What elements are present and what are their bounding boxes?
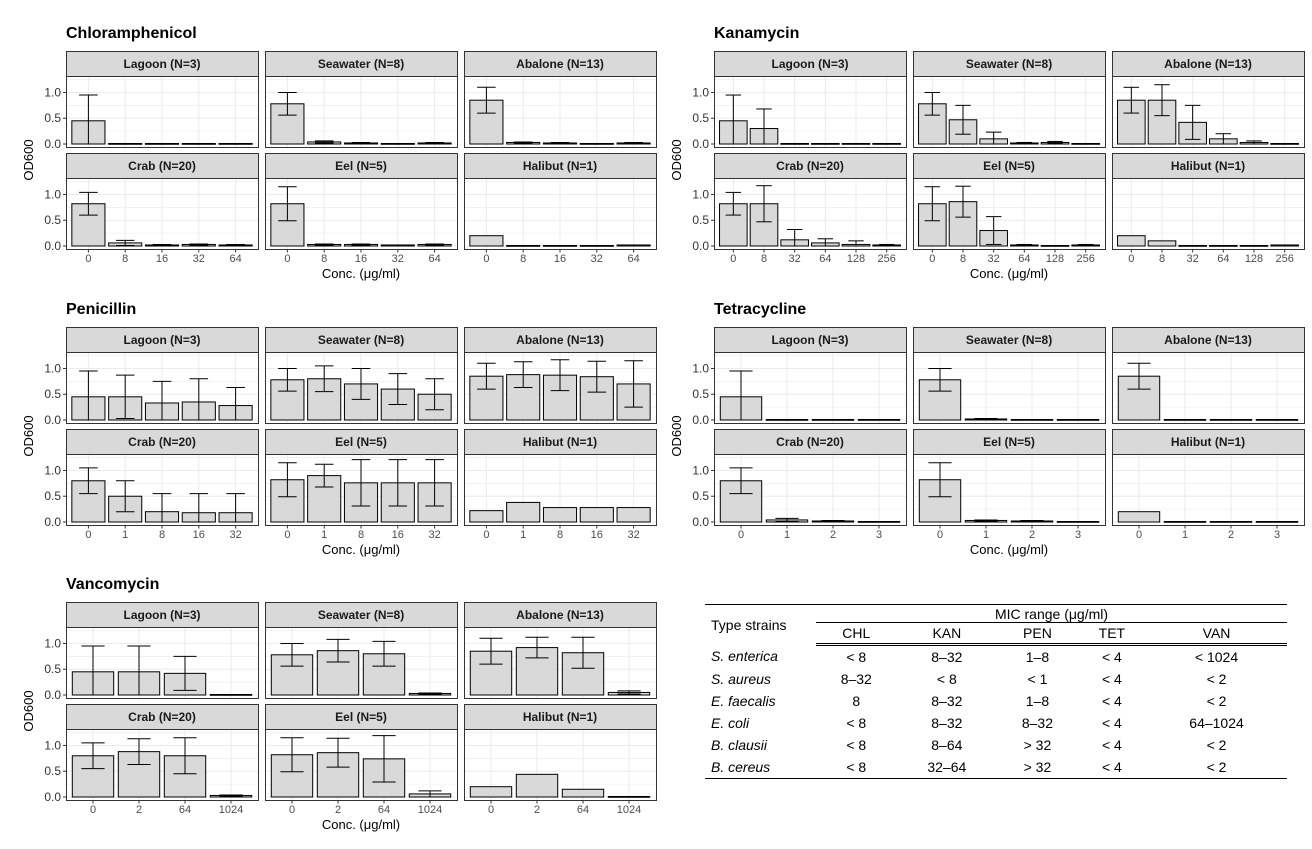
x-axis-label: Conc. (μg/ml) — [321, 266, 401, 281]
y-axis-label: OD600 — [669, 415, 684, 457]
bar — [858, 521, 899, 522]
facet-label: Eel (N=5) — [983, 435, 1035, 449]
strain-name: S. aureus — [711, 671, 771, 687]
x-tick-label: 256 — [877, 253, 896, 265]
facet-panel — [1113, 328, 1305, 424]
facet-label: Eel (N=5) — [983, 159, 1035, 173]
bar — [1210, 419, 1251, 420]
facet-panel — [266, 603, 458, 699]
bar — [1164, 521, 1205, 522]
bar — [470, 787, 511, 797]
facet-label: Crab (N=20) — [128, 710, 196, 724]
bar — [1057, 521, 1098, 522]
x-tick-label: 1024 — [616, 804, 642, 816]
x-tick-label: 32 — [391, 253, 404, 265]
x-tick-label: 64 — [1217, 253, 1230, 265]
facet-panel — [1113, 52, 1305, 148]
bar — [1057, 419, 1098, 420]
mic-value: < 4 — [1101, 715, 1122, 731]
x-tick-label: 16 — [155, 253, 169, 265]
x-tick-label: 2 — [533, 804, 541, 816]
facet-label: Seawater (N=8) — [965, 333, 1053, 347]
bar — [507, 502, 540, 522]
facet-panel — [44, 430, 258, 542]
strain-name: E. coli — [711, 715, 750, 731]
x-tick-label: 16 — [590, 529, 603, 541]
x-axis-label: Conc. (μg/ml) — [321, 817, 401, 832]
x-tick-label: 16 — [192, 529, 205, 541]
mic-value: 1–8 — [1025, 649, 1050, 665]
x-tick-label: 2 — [334, 804, 342, 816]
y-tick-label: 0.0 — [692, 515, 709, 529]
x-tick-label: 32 — [1186, 253, 1199, 265]
bar — [617, 245, 650, 246]
bar — [219, 143, 252, 144]
y-tick-label: 0.0 — [44, 239, 61, 253]
y-tick-label: 0.0 — [44, 137, 61, 151]
bar — [470, 236, 503, 246]
x-tick-label: 0 — [483, 253, 490, 265]
bar — [1210, 245, 1238, 246]
y-tick-label: 0.5 — [692, 213, 709, 228]
x-tick-label: 64 — [229, 253, 242, 265]
x-tick-label: 0 — [288, 804, 296, 816]
x-tick-label: 16 — [354, 253, 368, 265]
y-tick-label: 1.0 — [44, 187, 61, 202]
chart-title: Kanamycin — [714, 25, 800, 42]
x-tick-label: 0 — [85, 253, 92, 265]
facet-label: Abalone (N=13) — [1164, 333, 1252, 347]
mic-value: 8–32 — [840, 671, 872, 687]
x-tick-label: 0 — [85, 529, 92, 541]
facet-label: Eel (N=5) — [335, 710, 387, 724]
facet-panel — [266, 52, 458, 148]
x-tick-label: 16 — [391, 529, 404, 541]
bar — [109, 143, 142, 144]
strain-name: B. clausii — [711, 737, 768, 753]
facet-label: Halibut (N=1) — [1170, 435, 1246, 449]
facet-panel — [465, 603, 657, 699]
y-tick-label: 1.0 — [692, 187, 709, 202]
x-tick-label: 1024 — [218, 804, 244, 816]
x-tick-label: 3 — [1273, 529, 1281, 541]
bar — [1179, 245, 1207, 246]
facet-panel — [1113, 154, 1305, 266]
chart-vancomycin — [21, 576, 657, 832]
facet-label: Lagoon (N=3) — [123, 57, 201, 71]
bar — [1271, 143, 1299, 144]
bar — [812, 419, 853, 420]
y-tick-label: 0.5 — [44, 662, 61, 677]
mic-value: < 2 — [1206, 737, 1227, 753]
y-tick-label: 0.5 — [44, 764, 61, 779]
bar — [1271, 245, 1299, 246]
mic-value: < 8 — [846, 737, 867, 753]
chart-title: Vancomycin — [66, 576, 160, 593]
chart-kanamycin — [669, 25, 1305, 281]
table-body — [705, 645, 1287, 779]
x-tick-label: 64 — [178, 804, 192, 816]
x-tick-label: 0 — [284, 253, 291, 265]
x-tick-label: 8 — [321, 253, 328, 265]
bar — [1256, 419, 1297, 420]
facet-label: Lagoon (N=3) — [123, 333, 201, 347]
x-tick-label: 1 — [1181, 529, 1189, 541]
facet-panel — [465, 705, 657, 817]
x-tick-label: 16 — [553, 253, 567, 265]
x-tick-label: 64 — [1018, 253, 1031, 265]
x-tick-label: 0 — [730, 253, 737, 265]
bar — [381, 245, 414, 246]
x-tick-label: 32 — [627, 529, 640, 541]
x-tick-label: 8 — [520, 253, 527, 265]
facet-panel — [914, 430, 1106, 542]
x-tick-label: 2 — [829, 529, 837, 541]
y-tick-label: 1.0 — [44, 85, 61, 100]
bar — [1041, 245, 1069, 246]
x-tick-label: 1 — [122, 529, 129, 541]
y-tick-label: 0.5 — [44, 213, 61, 228]
y-tick-label: 0.5 — [692, 489, 709, 504]
facet-label: Eel (N=5) — [335, 159, 387, 173]
mic-value: > 32 — [1023, 737, 1052, 753]
bar — [580, 245, 613, 246]
x-tick-label: 32 — [590, 253, 603, 265]
mic-value: 8–32 — [1021, 715, 1054, 731]
table-row — [705, 734, 1287, 756]
facet-label: Crab (N=20) — [128, 435, 196, 449]
facet-panel — [914, 52, 1106, 148]
bar — [580, 508, 613, 522]
mic-value: < 2 — [1206, 693, 1227, 709]
facet-panel — [692, 430, 906, 542]
chart-chloramphenicol — [21, 25, 657, 281]
y-tick-label: 1.0 — [44, 738, 61, 753]
x-tick-label: 256 — [1275, 253, 1294, 265]
x-tick-label: 0 — [929, 253, 936, 265]
x-tick-label: 0 — [936, 529, 944, 541]
mic-value: 32–64 — [897, 756, 998, 779]
mic-value: 8 — [852, 693, 861, 709]
table-row — [705, 690, 1287, 712]
mic-value: 8–32 — [931, 649, 963, 665]
x-tick-label: 64 — [576, 804, 590, 816]
facet-label: Seawater (N=8) — [965, 57, 1053, 71]
chart-title: Tetracycline — [714, 301, 807, 318]
facet-panel — [44, 52, 258, 152]
x-tick-label: 64 — [627, 253, 640, 265]
facet-label: Halibut (N=1) — [1170, 159, 1246, 173]
mic-value: 64–1024 — [1189, 715, 1244, 731]
x-tick-label: 0 — [89, 804, 97, 816]
x-tick-label: 0 — [284, 529, 291, 541]
mic-range-table — [705, 604, 1287, 779]
y-axis-label: OD600 — [21, 415, 36, 457]
y-axis-label: OD600 — [669, 139, 684, 181]
facet-panel — [1113, 430, 1305, 542]
x-tick-label: 2 — [1028, 529, 1036, 541]
facet-panel — [266, 430, 458, 542]
strain-name: S. enterica — [711, 648, 778, 665]
facet-label: Halibut (N=1) — [522, 710, 598, 724]
x-tick-label: 1 — [321, 529, 328, 541]
bar — [608, 796, 649, 797]
bar — [516, 774, 557, 797]
bar — [781, 143, 809, 144]
x-tick-label: 8 — [959, 253, 967, 265]
mic-value: < 1024 — [1194, 649, 1239, 665]
x-tick-label: 8 — [1158, 253, 1166, 265]
x-tick-label: 128 — [1045, 253, 1065, 265]
x-tick-label: 32 — [788, 253, 801, 265]
x-tick-label: 1024 — [417, 804, 443, 816]
x-tick-label: 0 — [1135, 529, 1143, 541]
table-row-header: Type strains — [705, 605, 816, 645]
table-col-header: PEN — [997, 623, 1078, 645]
y-tick-label: 1.0 — [44, 636, 61, 651]
facet-label: Eel (N=5) — [335, 435, 387, 449]
bar — [1118, 512, 1159, 522]
x-tick-label: 8 — [122, 253, 129, 265]
facet-panel — [266, 705, 458, 817]
mic-value: 8–32 — [931, 693, 963, 709]
facet-panel — [465, 430, 657, 542]
table-col-header: KAN — [897, 623, 998, 645]
x-tick-label: 2 — [135, 804, 143, 816]
facet-label: Crab (N=20) — [128, 159, 196, 173]
y-tick-label: 0.0 — [44, 515, 61, 529]
mic-value: < 4 — [1101, 671, 1122, 687]
bar — [470, 511, 503, 522]
strain-name: B. cereus — [705, 756, 816, 779]
x-tick-label: 8 — [158, 529, 166, 541]
facet-panel — [692, 52, 906, 152]
y-axis-label: OD600 — [21, 690, 36, 732]
table-col-header: VAN — [1146, 623, 1287, 645]
bar — [842, 143, 870, 144]
x-tick-label: 1 — [520, 529, 527, 541]
bar — [1072, 143, 1100, 144]
facet-panel — [914, 154, 1106, 266]
facet-label: Abalone (N=13) — [516, 333, 604, 347]
mic-value: < 8 — [816, 756, 897, 779]
mic-value: < 8 — [846, 715, 867, 731]
chart-title: Penicillin — [66, 301, 137, 318]
table-col-header: CHL — [816, 623, 897, 645]
bar — [381, 143, 414, 144]
y-tick-label: 0.5 — [44, 489, 61, 504]
facet-label: Abalone (N=13) — [516, 608, 604, 622]
x-axis-label: Conc. (μg/ml) — [969, 266, 1049, 281]
facet-label: Halibut (N=1) — [522, 159, 598, 173]
facet-label: Abalone (N=13) — [516, 57, 604, 71]
facet-label: Crab (N=20) — [776, 435, 844, 449]
facet-panel — [44, 154, 258, 266]
bar — [562, 789, 603, 797]
y-tick-label: 0.0 — [44, 790, 61, 804]
x-tick-label: 128 — [1244, 253, 1264, 265]
facet-label: Crab (N=20) — [776, 159, 844, 173]
x-tick-label: 256 — [1076, 253, 1095, 265]
chart-title: Chloramphenicol — [66, 25, 197, 42]
mic-value: < 8 — [846, 649, 867, 665]
mic-value: 8–32 — [931, 715, 963, 731]
facet-panel — [266, 328, 458, 424]
facet-panel — [44, 603, 258, 703]
mic-value: < 1 — [1027, 671, 1048, 687]
bar — [858, 419, 899, 420]
facet-panel — [44, 705, 258, 817]
bar — [182, 143, 215, 144]
x-tick-label: 64 — [377, 804, 391, 816]
facet-panel — [44, 328, 258, 428]
facet-label: Halibut (N=1) — [522, 435, 598, 449]
facet-panel — [914, 328, 1106, 424]
facet-panel — [465, 52, 657, 148]
y-tick-label: 1.0 — [44, 463, 61, 478]
x-tick-label: 8 — [760, 253, 768, 265]
facet-label: Lagoon (N=3) — [771, 57, 849, 71]
table-row — [705, 645, 1287, 669]
x-tick-label: 0 — [487, 804, 495, 816]
x-tick-label: 32 — [987, 253, 1000, 265]
x-tick-label: 1 — [783, 529, 791, 541]
facet-label: Lagoon (N=3) — [123, 608, 201, 622]
bar — [543, 245, 576, 246]
x-tick-label: 32 — [229, 529, 242, 541]
y-tick-label: 0.0 — [44, 413, 61, 427]
mic-value: < 4 — [1078, 756, 1146, 779]
x-tick-label: 0 — [1128, 253, 1135, 265]
bar — [1210, 521, 1251, 522]
bar — [543, 508, 576, 522]
bar — [812, 143, 840, 144]
x-tick-label: 128 — [846, 253, 866, 265]
x-tick-label: 8 — [556, 529, 564, 541]
strain-name: E. faecalis — [711, 693, 776, 709]
y-tick-label: 0.5 — [44, 387, 61, 402]
y-tick-label: 1.0 — [692, 361, 709, 376]
facet-panel — [266, 154, 458, 266]
facet-panel — [692, 328, 906, 428]
bar — [1164, 419, 1205, 420]
chart-tetracycline — [669, 301, 1305, 557]
table-row — [705, 756, 1287, 779]
bar — [145, 143, 178, 144]
table-row — [705, 668, 1287, 690]
x-tick-label: 2 — [1227, 529, 1235, 541]
x-tick-label: 64 — [428, 253, 441, 265]
facet-label: Lagoon (N=3) — [771, 333, 849, 347]
x-tick-label: 8 — [357, 529, 365, 541]
mic-value: > 32 — [997, 756, 1078, 779]
x-tick-label: 0 — [483, 529, 490, 541]
y-tick-label: 0.5 — [692, 387, 709, 402]
bar — [617, 508, 650, 522]
y-tick-label: 0.0 — [44, 688, 61, 702]
x-tick-label: 3 — [1074, 529, 1082, 541]
x-tick-label: 64 — [819, 253, 832, 265]
bar — [1148, 241, 1176, 246]
facet-label: Abalone (N=13) — [1164, 57, 1252, 71]
x-tick-label: 32 — [428, 529, 441, 541]
bar — [873, 143, 901, 144]
bar — [507, 245, 540, 246]
x-tick-label: 32 — [192, 253, 205, 265]
y-tick-label: 0.0 — [692, 413, 709, 427]
facet-panel — [465, 328, 657, 424]
y-tick-label: 1.0 — [692, 463, 709, 478]
mic-value: 8–64 — [931, 737, 963, 753]
facet-label: Seawater (N=8) — [317, 333, 405, 347]
x-axis-label: Conc. (μg/ml) — [321, 542, 401, 557]
mic-value: 1–8 — [1025, 693, 1050, 709]
y-tick-label: 1.0 — [44, 361, 61, 376]
y-tick-label: 0.5 — [44, 111, 61, 126]
table-group-header: MIC range (μg/ml) — [816, 605, 1287, 623]
mic-value: < 4 — [1101, 737, 1122, 753]
facet-label: Seawater (N=8) — [317, 608, 405, 622]
facet-label: Seawater (N=8) — [317, 57, 405, 71]
bar — [580, 143, 613, 144]
chart-penicillin — [21, 301, 657, 557]
bar — [1011, 419, 1052, 420]
y-tick-label: 1.0 — [692, 85, 709, 100]
y-tick-label: 0.0 — [692, 137, 709, 151]
table-col-header: TET — [1078, 623, 1146, 645]
facet-panel — [692, 154, 906, 266]
mic-value: < 4 — [1101, 649, 1122, 665]
mic-value: < 2 — [1146, 756, 1287, 779]
y-axis-label: OD600 — [21, 139, 36, 181]
bar — [1118, 236, 1146, 246]
mic-value: < 8 — [936, 671, 957, 687]
bar — [1256, 521, 1297, 522]
x-axis-label: Conc. (μg/ml) — [969, 542, 1049, 557]
mic-value: < 2 — [1206, 671, 1227, 687]
x-tick-label: 0 — [737, 529, 745, 541]
bar — [210, 694, 251, 695]
facet-panel — [465, 154, 657, 266]
table-row — [705, 712, 1287, 734]
bar — [766, 419, 807, 420]
bar — [1240, 245, 1268, 246]
x-tick-label: 3 — [875, 529, 883, 541]
y-tick-label: 0.5 — [692, 111, 709, 126]
mic-value: < 4 — [1101, 693, 1122, 709]
y-tick-label: 0.0 — [692, 239, 709, 253]
x-tick-label: 1 — [982, 529, 990, 541]
